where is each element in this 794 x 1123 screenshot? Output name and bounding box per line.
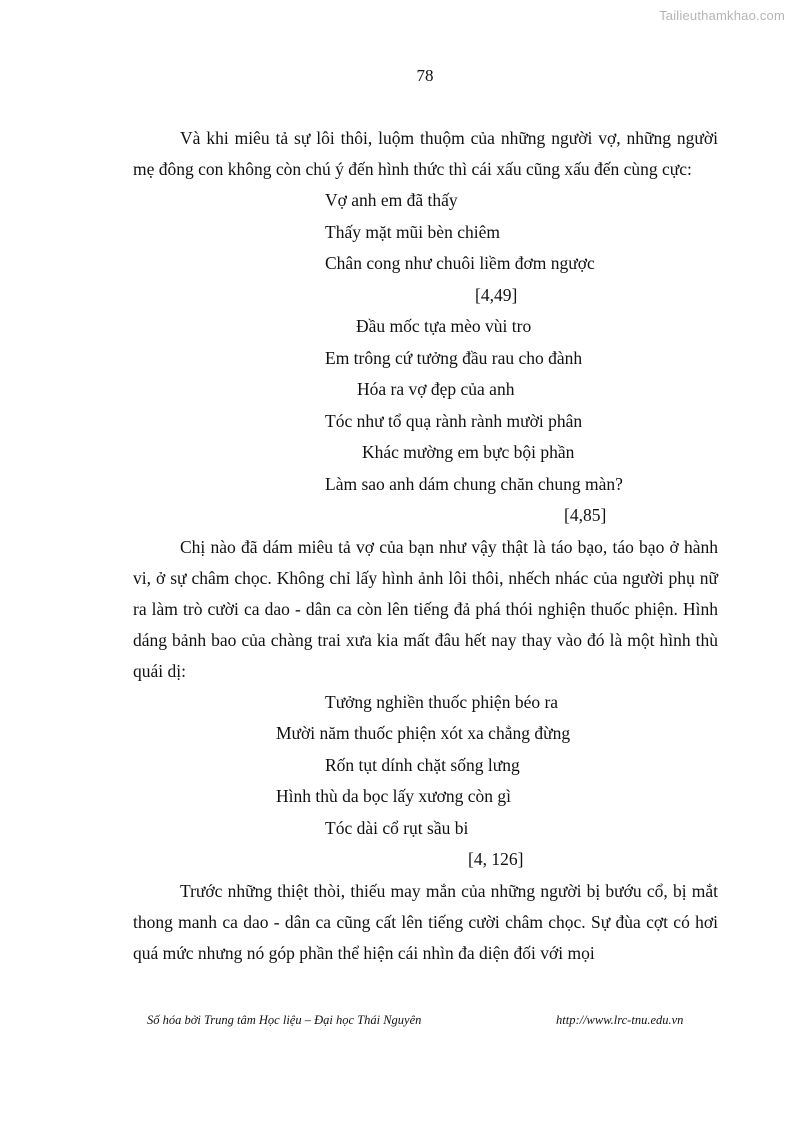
verse-line: Tóc dài cổ rụt sầu bi	[325, 817, 469, 838]
verse-line: Hóa ra vợ đẹp của anh	[357, 379, 515, 399]
verse-line: Hình thù da bọc lấy xương còn gì	[276, 786, 512, 806]
paragraph-3: Trước những thiệt thòi, thiếu may mắn của những người bị bướu cổ, bị mắt thong manh ca dao - dân ca cũng cất lên tiếng cười châm chọc. Sự đùa cợt có hơi quá mức nhưng nó góp phần thể hiện cái nhìn đa diện đối với mọi	[133, 880, 718, 963]
page-number: 78	[416, 66, 434, 85]
verse-line: Vợ anh em đã thấy	[325, 190, 458, 210]
verse-line: Tóc như tổ quạ rành rành mười phân	[325, 410, 583, 431]
verse-block-1	[133, 185, 718, 532]
citation: [4, 126]	[468, 849, 524, 869]
citation: [4,49]	[475, 284, 518, 305]
page-content	[133, 123, 718, 969]
paragraph-2: Chị nào đã dám miêu tả vợ của bạn như vậy thật là táo bạo, táo bạo ở hành vi, ở sự châm chọc. Không chỉ lấy hình ảnh lôi thôi, nhếch nhác của người phụ nữ ra làm trò cười ca dao - dân ca còn lên tiếng đả phá thói nghiện thuốc phiện. Hình dáng bảnh bao của chàng trai xưa kia mất đâu hết nay thay vào đó là một hình thù quái dị:	[133, 536, 718, 681]
footer-url: http://www.lrc-tnu.edu.vn	[556, 1013, 684, 1027]
verse-line: Chân cong như chuôi liềm đơm ngược	[325, 253, 595, 273]
verse-line: Mười năm thuốc phiện xót xa chẳng đừng	[276, 723, 571, 743]
watermark: Tailieuthamkhao.com	[659, 8, 785, 23]
verse-block-2	[133, 687, 718, 876]
footer-source: Số hóa bởi Trung tâm Học liệu – Đại học Thái Nguyên	[147, 1013, 422, 1027]
verse-line: Em trông cứ tưởng đầu rau cho đành	[325, 347, 583, 368]
verse-line: Đầu mốc tựa mèo vùi tro	[356, 316, 532, 336]
verse-line: Tưởng nghiền thuốc phiện béo ra	[325, 691, 559, 712]
verse-line: Rốn tụt dính chặt sống lưng	[325, 754, 520, 775]
paragraph-1: Và khi miêu tả sự lôi thôi, luộm thuộm của những người vợ, những người mẹ đông con không còn chú ý đến hình thức thì cái xấu cũng xấu đến cùng cực:	[133, 128, 718, 179]
verse-line: Khác mường em bực bội phần	[362, 442, 575, 462]
verse-line: Làm sao anh dám chung chăn chung màn?	[325, 473, 623, 494]
citation: [4,85]	[564, 505, 607, 525]
verse-line: Thấy mặt mũi bèn chiêm	[325, 221, 500, 242]
